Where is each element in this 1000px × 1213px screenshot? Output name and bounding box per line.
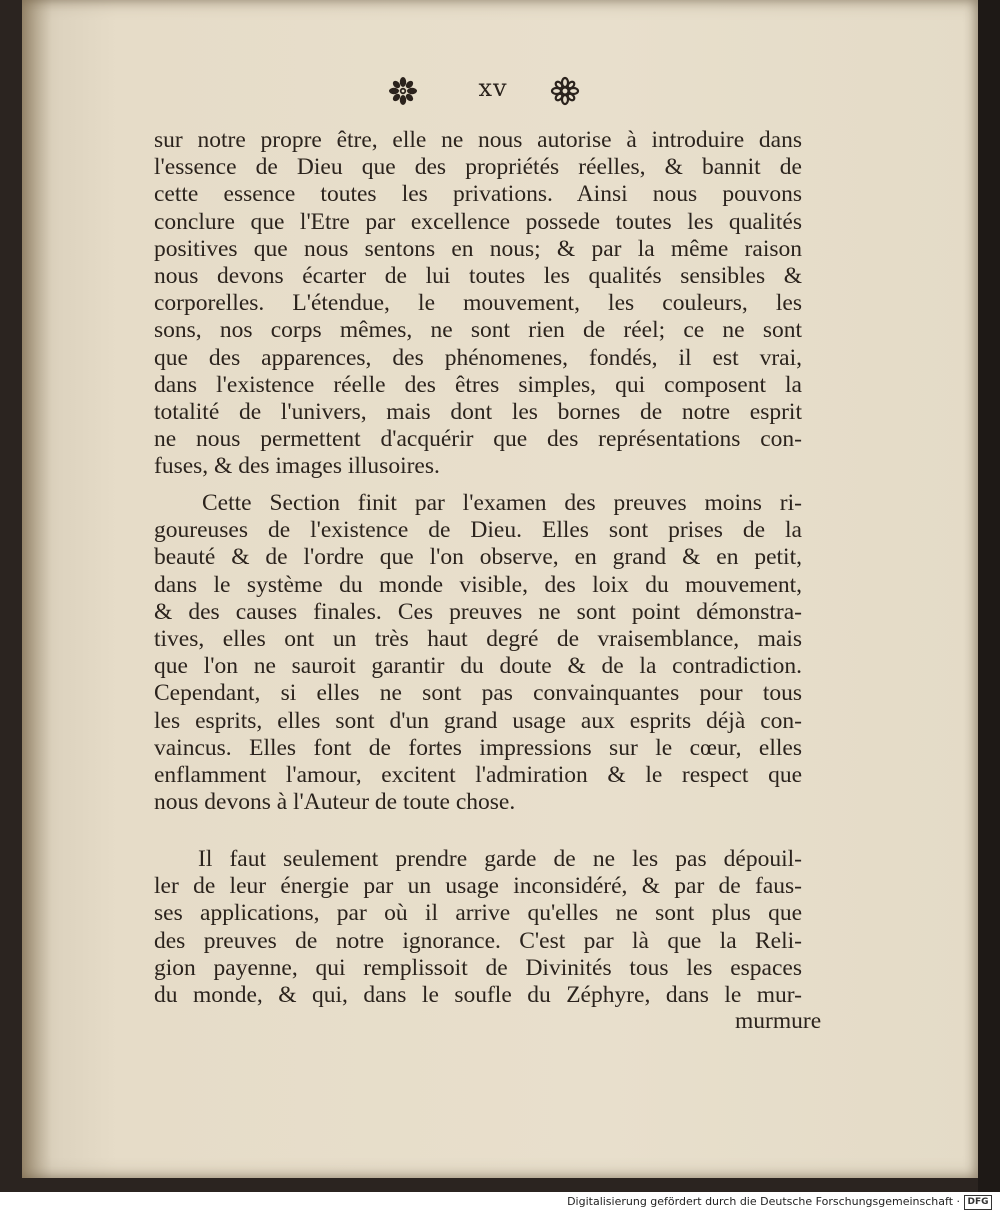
- text-line: totalité de l'univers, mais dont les bornes de notre esprit: [154, 399, 802, 426]
- text-line: du monde, & qui, dans le soufle du Zéphyre, dans le mur-: [154, 982, 802, 1009]
- text-line: des preuves de notre ignorance. C'est par là que la Reli-: [154, 927, 802, 954]
- text-line: ses applications, par où il arrive qu'elles ne sont plus que: [154, 900, 802, 927]
- paragraph-2: [154, 490, 802, 816]
- gutter-shadow: [22, 0, 52, 1178]
- text-line: dans l'existence réelle des êtres simples, qui composent la: [154, 371, 802, 398]
- text-line: & des causes finales. Ces preuves ne sont point démonstra-: [154, 598, 802, 625]
- page-number: xv: [478, 74, 508, 102]
- fleuron-icon: [550, 76, 580, 106]
- page-header: [380, 74, 600, 114]
- catchword: murmure: [735, 1008, 822, 1034]
- funding-credit: Digitalisierung gefördert durch die Deutsche Forschungsgemeinschaft ·: [567, 1195, 960, 1208]
- paragraph-3: [154, 846, 802, 1009]
- text-line: cette essence toutes les privations. Ainsi nous pouvons: [154, 181, 802, 208]
- text-line: vaincus. Elles font de fortes impressions sur le cœur, elles: [154, 734, 802, 761]
- text-line: nous devons à l'Auteur de toute chose.: [154, 789, 516, 816]
- text-line: les esprits, elles sont d'un grand usage aux esprits déjà con-: [154, 707, 802, 734]
- text-line: sons, nos corps mêmes, ne sont rien de réel; ce ne sont: [154, 317, 802, 344]
- page-edge: [978, 0, 1000, 1192]
- text-line: corporelles. L'étendue, le mouvement, les couleurs, les: [154, 290, 802, 317]
- text-line: beauté & de l'ordre que l'on observe, en grand & en petit,: [154, 544, 802, 571]
- text-line: Cette Section finit par l'examen des preuves moins ri-: [202, 490, 802, 516]
- text-line: que des apparences, des phénomenes, fondés, il est vrai,: [154, 344, 802, 371]
- paragraph-1: [154, 127, 802, 481]
- text-line: tives, elles ont un très haut degré de vraisemblance, mais: [154, 626, 802, 653]
- text-line: Cependant, si elles ne sont pas convainquantes pour tous: [154, 680, 802, 707]
- fleuron-icon: [388, 76, 418, 106]
- text-line: nous devons écarter de lui toutes les qualités sensibles &: [154, 263, 802, 290]
- text-line: sur notre propre être, elle ne nous autorise à introduire dans: [154, 127, 802, 153]
- dfg-logo-icon: DFG: [964, 1195, 992, 1210]
- text-line: goureuses de l'existence de Dieu. Elles sont prises de la: [154, 517, 802, 544]
- text-line: gion payenne, qui remplissoit de Divinités tous les espaces: [154, 954, 802, 981]
- text-line: enflamment l'amour, excitent l'admiration & le respect que: [154, 762, 802, 789]
- text-line: l'essence de Dieu que des propriétés réelles, & bannit de: [154, 154, 802, 181]
- text-line: conclure que l'Etre par excellence possede toutes les qualités: [154, 208, 802, 235]
- text-line: ler de leur énergie par un usage inconsidéré, & par de faus-: [154, 873, 802, 900]
- text-line: Il faut seulement prendre garde de ne les pas dépouil-: [198, 846, 802, 872]
- text-line: que l'on ne sauroit garantir du doute & de la contradiction.: [154, 653, 802, 680]
- text-line: dans le système du monde visible, des loix du mouvement,: [154, 571, 802, 598]
- text-line: ne nous permettent d'acquérir que des représentations con-: [154, 426, 802, 453]
- text-line: positives que nous sentons en nous; & par la même raison: [154, 235, 802, 262]
- text-line: fuses, & des images illusoires.: [154, 453, 440, 480]
